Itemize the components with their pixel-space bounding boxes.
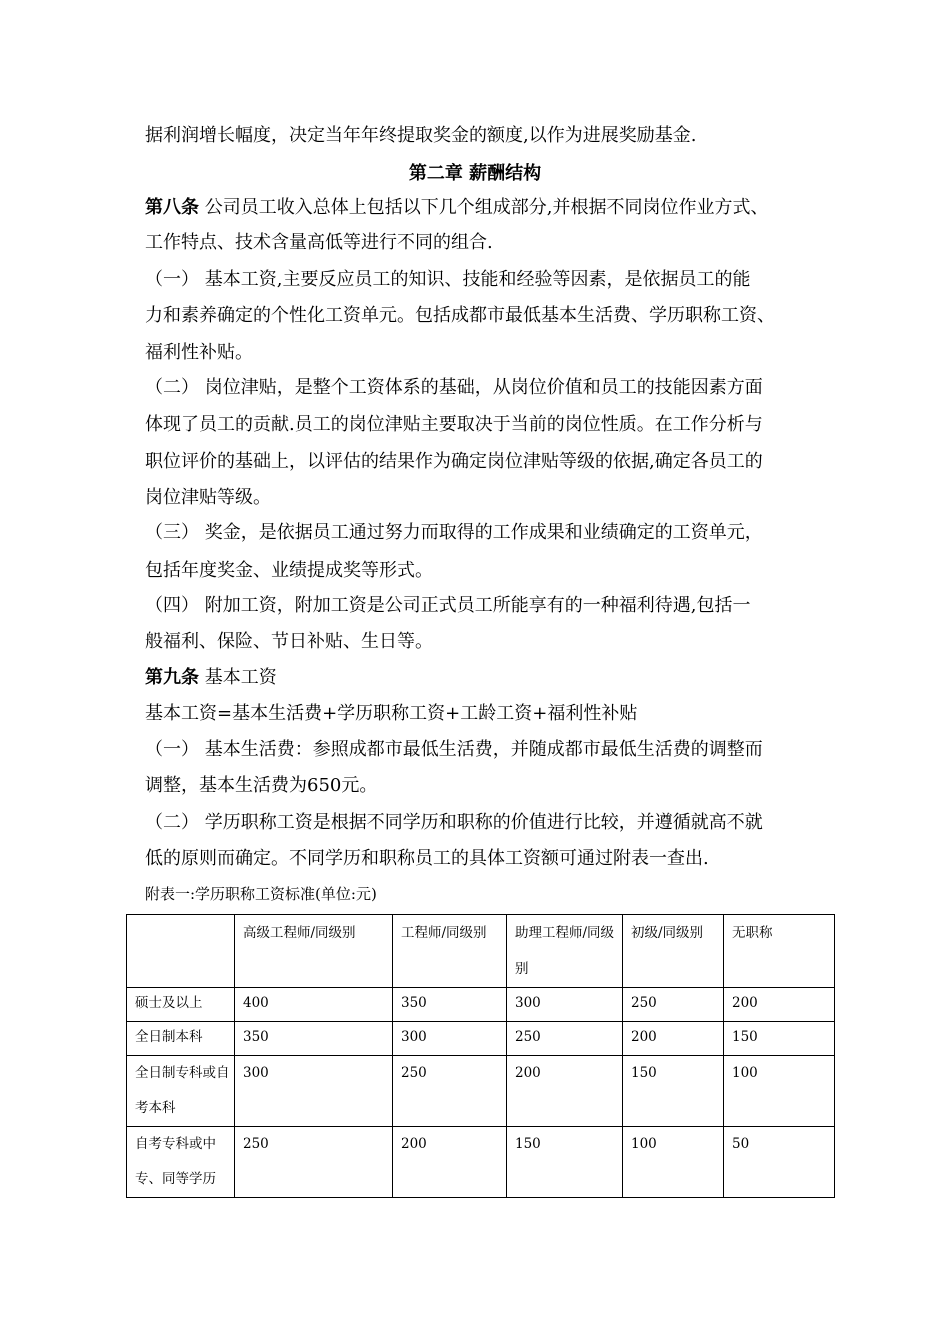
header-cell: 初级/同级别 [623,915,724,988]
table-cell: 100 [724,1056,835,1127]
item-1-line-1: （一） 基本工资,主要反应员工的知识、技能和经验等因素，是依据员工的能 [145,269,751,290]
item-3-line-2: 包括年度奖金、业绩提成奖等形式。 [145,560,433,581]
item-2-line-3: 职位评价的基础上，以评估的结果作为确定岗位津贴等级的依据,确定各员工的 [145,451,763,472]
table-cell: 100 [623,1127,724,1198]
table-cell: 200 [724,988,835,1022]
table-row [127,1056,835,1127]
salary-standard-table [126,914,835,1198]
table-cell: 自考专科或中专、同等学历 [127,1127,235,1198]
header-cell: 工程师/同级别 [393,915,507,988]
item-2-line-4: 岗位津贴等级。 [145,487,271,508]
table-cell: 150 [724,1022,835,1056]
article-9-title: 基本工资 [199,667,277,688]
table-cell: 250 [393,1056,507,1127]
article-9-line [145,667,277,689]
header-cell: 高级工程师/同级别 [235,915,393,988]
table-cell: 硕士及以上 [127,988,235,1022]
table-cell: 400 [235,988,393,1022]
item-4-line-1: （四） 附加工资，附加工资是公司正式员工所能享有的一种福利待遇,包括一 [145,595,751,616]
table-cell: 200 [623,1022,724,1056]
table-cell: 200 [507,1056,623,1127]
item-2-line-1: （二） 岗位津贴，是整个工资体系的基础，从岗位价值和员工的技能因素方面 [145,377,763,398]
article-8-line-1 [145,197,768,219]
item-3-line-1: （三） 奖金，是依据员工通过努力而取得的工作成果和业绩确定的工资单元， [145,522,763,543]
article-8-text: 公司员工收入总体上包括以下几个组成部分,并根据不同岗位作业方式、 [199,197,769,218]
salary-formula: 基本工资=基本生活费+学历职称工资+工龄工资+福利性补贴 [145,703,638,724]
item-2-line-2: 体现了员工的贡献.员工的岗位津贴主要取决于当前的岗位性质。在工作分析与 [145,414,763,435]
table-caption: 附表一:学历职称工资标准(单位:元) [145,885,377,903]
table-cell: 350 [235,1022,393,1056]
table-cell: 250 [623,988,724,1022]
table-cell: 350 [393,988,507,1022]
sub-2-line-2: 低的原则而确定。不同学历和职称员工的具体工资额可通过附表一查出. [145,848,709,869]
table-cell: 250 [235,1127,393,1198]
article-9-label: 第九条 [145,667,199,688]
sub-2-line-1: （二） 学历职称工资是根据不同学历和职称的价值进行比较，并遵循就高不就 [145,812,763,833]
table-cell: 50 [724,1127,835,1198]
table-header-row [127,915,835,988]
sub-1-line-2: 调整，基本生活费为650元。 [145,775,378,796]
item-4-line-2: 般福利、保险、节日补贴、生日等。 [145,631,433,652]
table-cell: 全日制本科 [127,1022,235,1056]
table-cell: 150 [507,1127,623,1198]
item-1-line-2: 力和素养确定的个性化工资单元。包括成都市最低基本生活费、学历职称工资、 [145,305,775,326]
article-8-line-2: 工作特点、技术含量高低等进行不同的组合. [145,232,493,253]
intro-tail: 据利润增长幅度，决定当年年终提取奖金的额度,以作为进展奖励基金. [145,125,697,146]
table-cell: 250 [507,1022,623,1056]
article-8-label: 第八条 [145,197,199,218]
table-row [127,988,835,1022]
header-cell [127,915,235,988]
header-cell: 助理工程师/同级别 [507,915,623,988]
sub-1-line-1: （一） 基本生活费：参照成都市最低生活费，并随成都市最低生活费的调整而 [145,739,763,760]
table-cell: 300 [393,1022,507,1056]
table-cell: 150 [623,1056,724,1127]
table-row [127,1022,835,1056]
table-cell: 300 [507,988,623,1022]
table-row [127,1127,835,1198]
chapter-title: 第二章 薪酬结构 [408,163,542,184]
header-cell: 无职称 [724,915,835,988]
table-cell: 300 [235,1056,393,1127]
table-cell: 200 [393,1127,507,1198]
table-cell: 全日制专科或自考本科 [127,1056,235,1127]
item-1-line-3: 福利性补贴。 [145,342,253,363]
